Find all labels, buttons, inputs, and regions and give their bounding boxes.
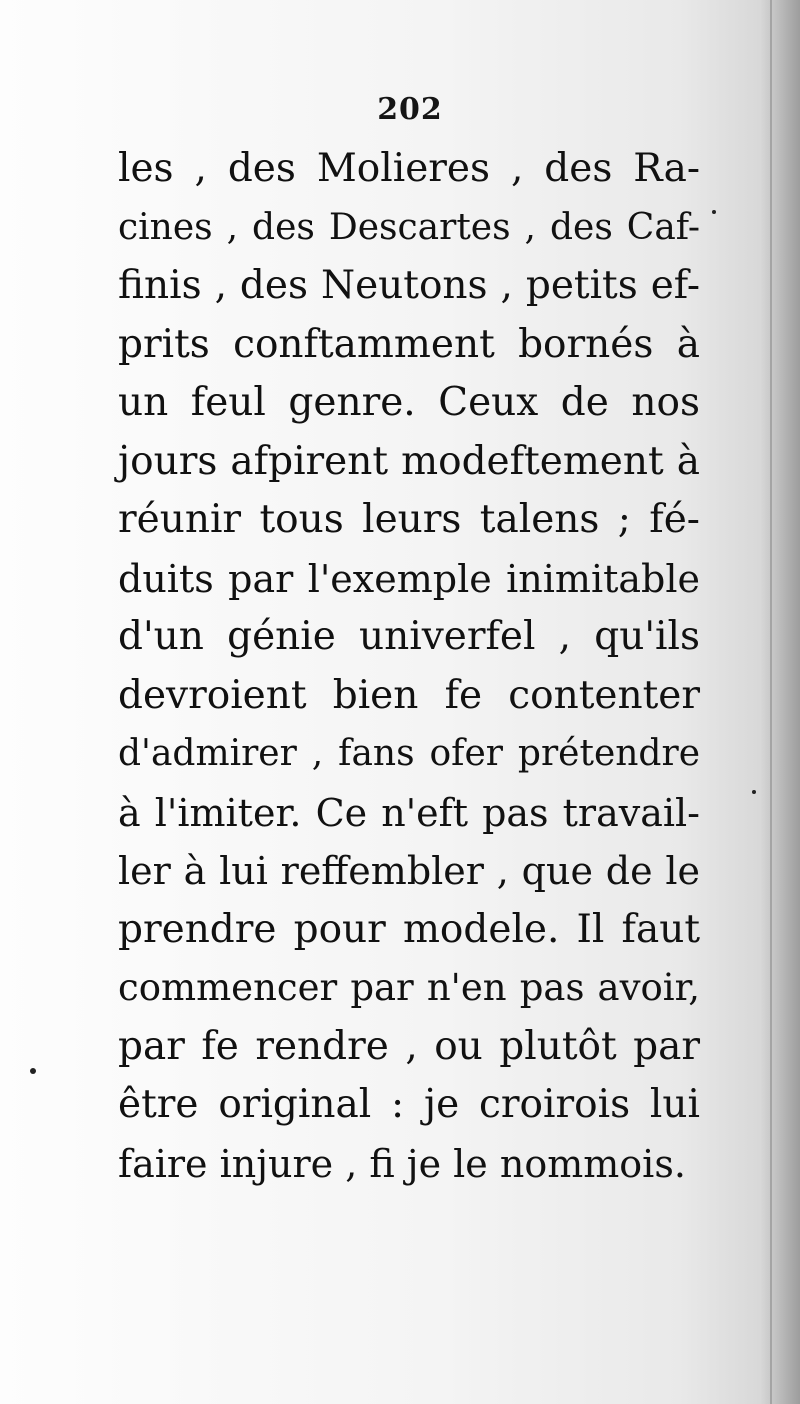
- paper-speck: [712, 210, 716, 214]
- text-line: duits par l'exemple inimitable: [118, 556, 700, 601]
- text-line: commencer par n'en pas avoir,: [118, 966, 700, 1009]
- text-line: jours afpirent modeftement à: [118, 438, 700, 484]
- text-line: les , des Molieres , des Ra-: [118, 146, 700, 191]
- text-line: être original : je croirois lui: [118, 1082, 700, 1127]
- body-text: [118, 140, 700, 1193]
- text-line: un feul genre. Ceux de nos: [118, 380, 700, 425]
- text-line: cines , des Descartes , des Caf-: [118, 206, 700, 248]
- page-gutter-shadow: [760, 0, 800, 1404]
- paper-speck: [30, 1068, 36, 1074]
- text-line: faire injure , fi je le nommois.: [118, 1141, 686, 1186]
- page-gutter-line: [770, 0, 772, 1404]
- paper-speck: [752, 790, 756, 794]
- text-line: finis , des Neutons , petits ef-: [118, 263, 700, 308]
- text-line: par fe rendre , ou plutôt par: [118, 1023, 700, 1069]
- text-line: d'admirer , fans ofer prétendre: [118, 733, 700, 774]
- text-line: d'un génie univerfel , qu'ils: [118, 614, 700, 659]
- text-line: prits conftamment bornés à: [118, 321, 700, 367]
- text-line: devroient bien fe contenter: [118, 672, 700, 718]
- text-line: prendre pour modele. Il faut: [118, 906, 700, 952]
- text-line: à l'imiter. Ce n'eft pas travail-: [118, 790, 700, 835]
- text-line: réunir tous leurs talens ; fé-: [118, 497, 700, 542]
- text-line: ler à lui reffembler , que de le: [118, 849, 700, 893]
- page-number: 202: [377, 92, 443, 127]
